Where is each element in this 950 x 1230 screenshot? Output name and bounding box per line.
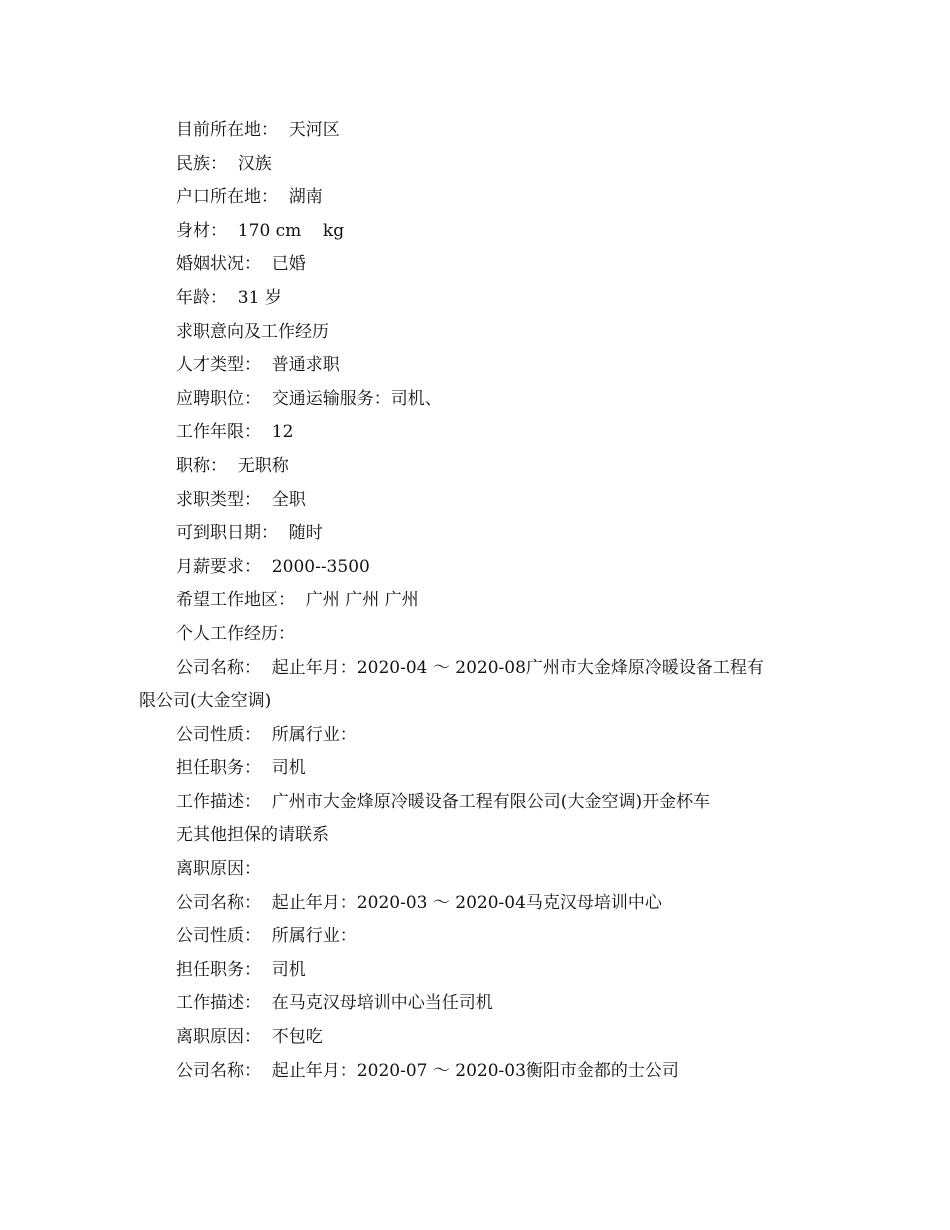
text-line: 个人工作经历： (176, 623, 295, 644)
resume-body (139, 114, 829, 1088)
text-line: 希望工作地区： 广州 广州 广州 (176, 590, 419, 611)
text-line: 月薪要求： 2000--3500 (176, 556, 370, 577)
text-line: 公司性质： 所属行业： (176, 926, 357, 947)
text-line: 求职类型： 全职 (176, 489, 306, 510)
text-line: 目前所在地： 天河区 (176, 120, 340, 140)
text-line: 年龄： 31 岁 (176, 287, 282, 308)
text-line: 可到职日期： 随时 (176, 523, 323, 544)
text-line: 担任职务： 司机 (176, 758, 306, 779)
text-line: 公司名称： 起止年月：2020-03 ～ 2020-04马克汉母培训中心 (176, 892, 662, 913)
text-line: 职称： 无职称 (176, 455, 289, 476)
text-line: 求职意向及工作经历 (176, 321, 329, 342)
text-line: 民族： 汉族 (176, 153, 272, 174)
text-line: 离职原因： 不包吃 (176, 1027, 323, 1048)
text-line: 无其他担保的请联系 (176, 825, 329, 846)
text-line: 公司性质： 所属行业： (176, 724, 357, 745)
text-line: 人才类型： 普通求职 (176, 355, 340, 376)
text-line: 身材： 170 cm kg (176, 220, 345, 241)
text-line: 公司名称： 起止年月：2020-07 ～ 2020-03衡阳市金都的士公司 (176, 1060, 679, 1081)
text-line: 工作描述： 在马克汉母培训中心当任司机 (176, 993, 493, 1014)
text-line: 公司名称： 起止年月：2020-04 ～ 2020-08广州市大金烽原冷暖设备工程有 (176, 657, 764, 678)
text-line: 离职原因： (176, 859, 261, 880)
text-line: 担任职务： 司机 (176, 959, 306, 980)
text-line: 应聘职位： 交通运输服务：司机、 (176, 388, 442, 409)
text-line: 工作年限： 12 (176, 422, 294, 443)
text-line: 婚姻状况： 已婚 (176, 254, 306, 275)
text-line: 工作描述： 广州市大金烽原冷暖设备工程有限公司(大金空调)开金杯车 (176, 791, 711, 812)
text-line-continuation: 限公司(大金空调) (139, 691, 272, 712)
text-line: 户口所在地： 湖南 (176, 187, 323, 208)
